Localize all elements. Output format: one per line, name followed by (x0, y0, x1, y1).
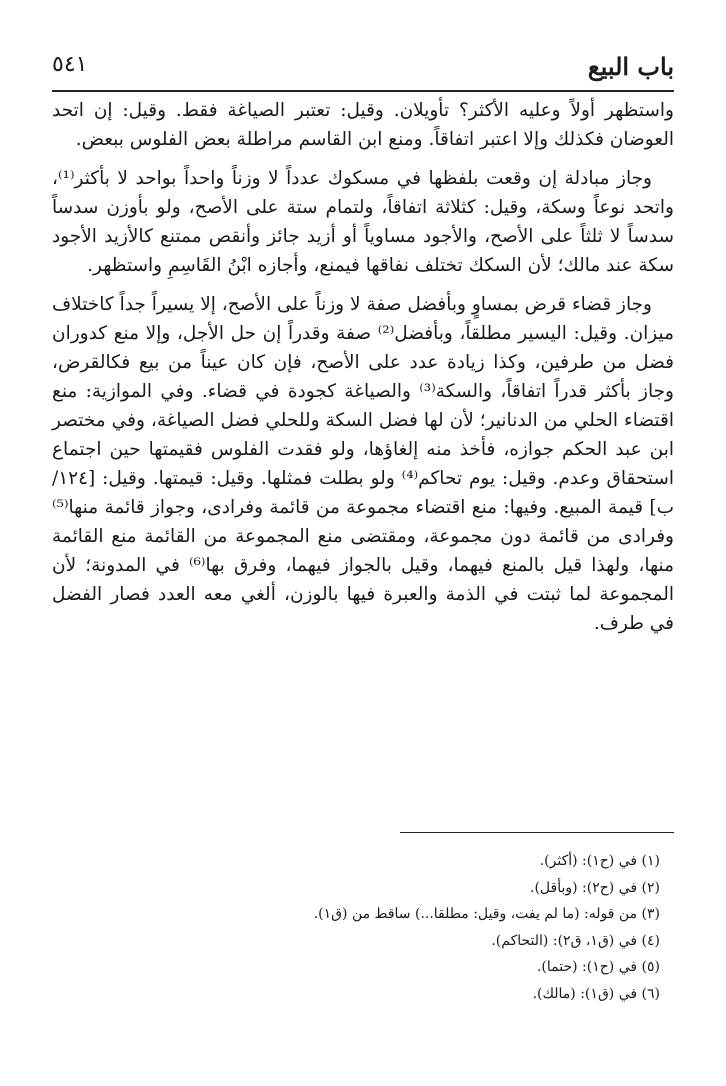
footnote: (٤) في (ق١، ق٢): (التحاكم). (491, 932, 660, 949)
chapter-title: باب البيع (587, 52, 674, 81)
page-header (52, 44, 674, 92)
footnote: (٣) من قوله: (ما لم يفت، وقيل: مطلقا...) ساقط من (ق١). (313, 906, 660, 922)
footnote: (٥) في (ح١): (حتما). (536, 959, 660, 975)
paragraph: واستظهر أولاً وعليه الأكثر؟ تأويلان. وقيل: تعتبر الصياغة فقط. وقيل: إن اتحد العوضان فكذلك وإلا اعتبر اتفاقاً. ومنع ابن القاسم مراطلة بعض الفلوس ببعض. (52, 100, 674, 150)
footnote: (١) في (ح١): (أكثر). (539, 853, 660, 869)
footnote: (٢) في (ح٢): (وبأقل). (530, 879, 660, 896)
page-number: ٥٤١ (52, 52, 88, 77)
footnote-divider (400, 832, 674, 833)
paragraph: وجاز قضاء قرض بمساوٍ وبأفضل صفة لا وزناً على الأصح، إلا يسيراً جداً كاختلاف ميزان. وقيل: اليسير مطلقاً، وبأفضل⁽²⁾ صفة وقدراً إن حل الأجل، وإلا منع كدوران فضل من طرفين، وكذا زيادة عدد على الأصح، فإن كان عيناً من بيع فكالقرض، وجاز بأكثر قدراً اتفاقاً، والسكة⁽³⁾ والصياغة كجودة في قضاء. وفي الموازية: منع اقتضاء الحلي من الدنانير؛ لأن لها فضل السكة وللحلي فضل الصياغة، وفي مختصر ابن عبد الحكم جوازه، فأخذ منه إلغاؤها، ولو فقدت الفلوس فقيمتها حين اجتماع استحقاق وعدم. وقيل: يوم تحاكم⁽⁴⁾ ولو بطلت فمثلها. وقيل: قيمتها. وقيل: [١٢٤/ ب] قيمة المبيع. وفيها: منع اقتضاء مجموعة من قائمة وفرادى، وجواز قائمة منها⁽⁵⁾ وفرادى من قائمة دون مجموعة، ومقتضى منع المجموعة من القائمة منع القائمة منها، ولهذا قيل بالمنع فيهما، وقيل بالجواز فيهما، وفرق بها⁽⁶⁾ في المدونة؛ لأن المجموعة لما ثبتت في الذمة والعبرة فيها بالوزن، ألغي معه العدد فصار الفضل في طرف. (52, 294, 674, 634)
footnote: (٦) في (ق١): (مالك). (532, 985, 660, 1002)
main-text (52, 96, 674, 648)
footnotes (52, 848, 674, 1007)
paragraph: وجاز مبادلة إن وقعت بلفظها في مسكوك عدداً لا وزناً واحداً بواحد لا بأكثر⁽¹⁾، واتحد نوعاً وسكة، وقيل: كثلاثة اتفاقاً، ولتمام ستة على الأصح، ولو بأوزن سدساً سدساً لا ثلثاً على الأصح، والأجود مساوياً أو أزيد جائز وأنقص ممتنع كالأزيد الأجود سكة عند مالك؛ لأن السكك تختلف نفاقها فيمنع، وأجازه ابْنُ القَاسِمِ واستظهر. (52, 168, 674, 276)
